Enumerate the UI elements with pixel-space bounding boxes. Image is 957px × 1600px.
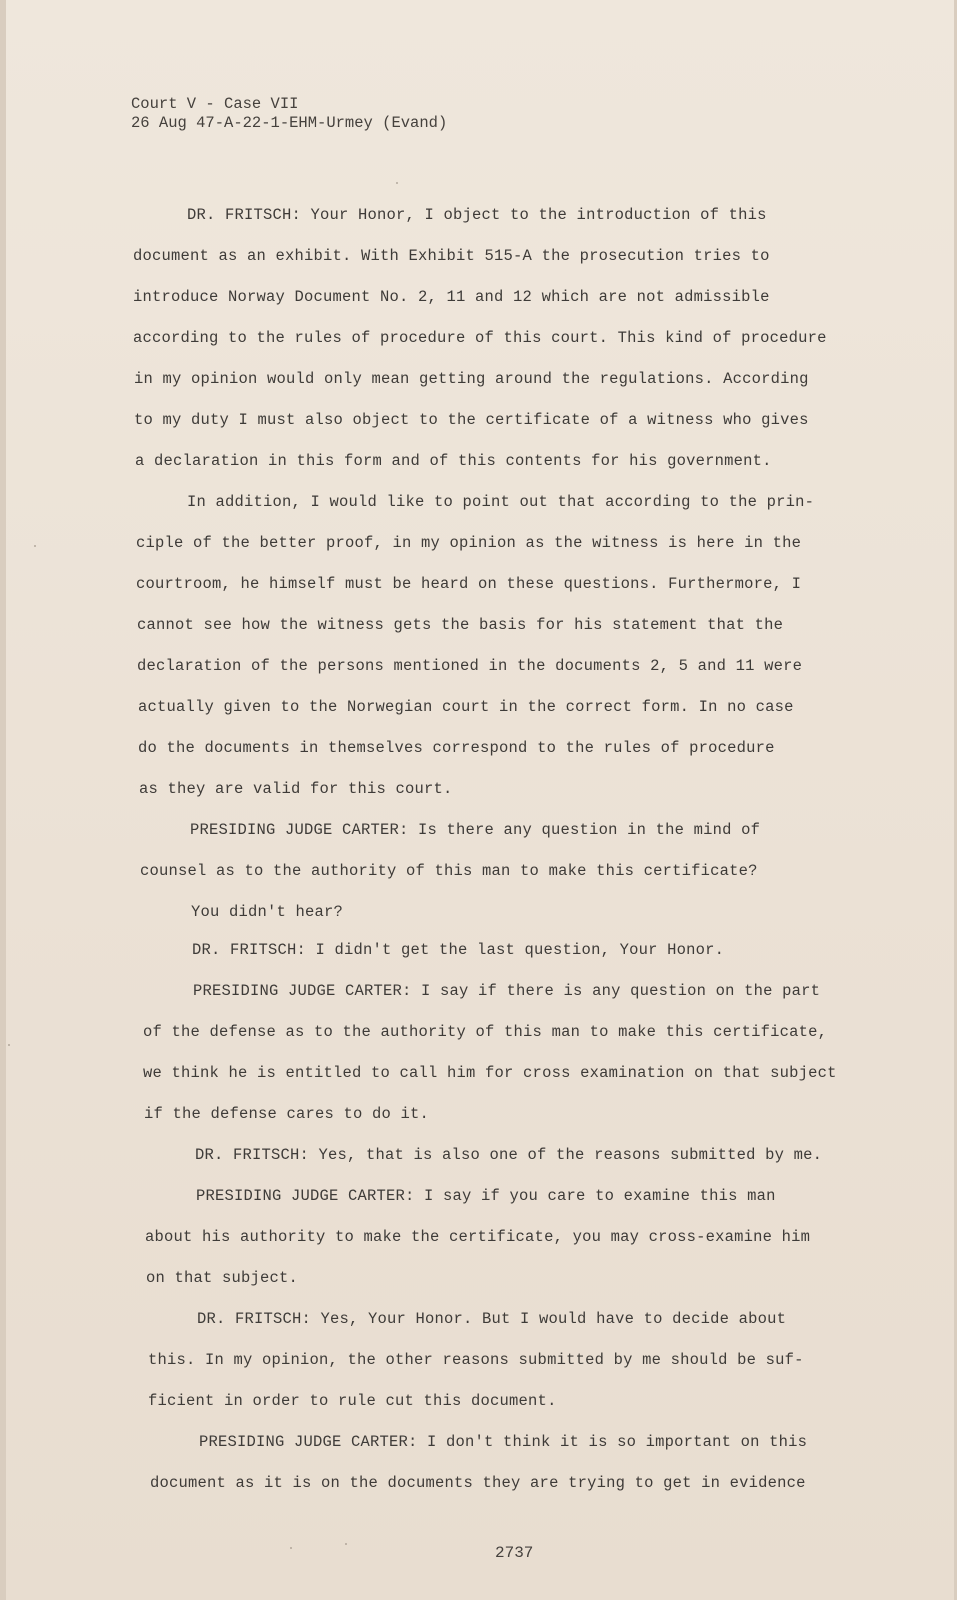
transcript-line: PRESIDING JUDGE CARTER: I say if there is any question on the part [193,982,821,1000]
paper-speck [396,182,398,184]
paper-speck [34,545,36,547]
paper-speck [290,1547,292,1549]
transcript-line: in my opinion would only mean getting around the regulations. According [134,370,809,388]
transcript-line: You didn't hear? [191,903,344,921]
transcript-line: we think he is entitled to call him for cross examination on that subject [143,1064,837,1082]
transcript-line: DR. FRITSCH: Yes, that is also one of the reasons submitted by me. [195,1146,823,1164]
transcript-line: counsel as to the authority of this man to make this certificate? [140,862,758,880]
transcript-line: this. In my opinion, the other reasons submitted by me should be suf- [148,1351,804,1369]
paper-speck [345,1543,347,1545]
transcript-line: of the defense as to the authority of this man to make this certificate, [143,1023,828,1041]
transcript-line: ficient in order to rule cut this document. [148,1392,557,1410]
transcript-line: actually given to the Norwegian court in the correct form. In no case [138,698,794,716]
transcript-line: according to the rules of procedure of this court. This kind of procedure [133,329,827,347]
document-header [131,95,447,133]
transcript-line: to my duty I must also object to the certificate of a witness who gives [134,411,809,429]
transcript-line: declaration of the persons mentioned in the documents 2, 5 and 11 were [137,657,803,675]
transcript-line: about his authority to make the certificate, you may cross-examine him [145,1228,811,1246]
transcript-line: In addition, I would like to point out that according to the prin- [187,493,815,511]
transcript-line: as they are valid for this court. [139,780,453,798]
transcript-line: cannot see how the witness gets the basis for his statement that the [137,616,784,634]
transcript-line: PRESIDING JUDGE CARTER: Is there any question in the mind of [190,821,761,839]
transcript-line: introduce Norway Document No. 2, 11 and 12 which are not admissible [133,288,770,306]
transcript-line: courtroom, he himself must be heard on these questions. Furthermore, I [136,575,802,593]
transcript-line: do the documents in themselves correspond to the rules of procedure [138,739,775,757]
transcript-line: DR. FRITSCH: Your Honor, I object to the introduction of this [187,206,767,224]
transcript-line: DR. FRITSCH: I didn't get the last question, Your Honor. [192,941,725,959]
transcript-line: DR. FRITSCH: Yes, Your Honor. But I would have to decide about [197,1310,787,1328]
transcript-reference-line: 26 Aug 47-A-22-1-EHM-Urmey (Evand) [131,114,448,132]
transcript-line: a declaration in this form and of this contents for his government. [135,452,772,470]
transcript-line: document as an exhibit. With Exhibit 515-A the prosecution tries to [133,247,770,265]
transcript-line: on that subject. [146,1269,299,1287]
transcript-line: PRESIDING JUDGE CARTER: I say if you care to examine this man [196,1187,776,1205]
transcript-line: PRESIDING JUDGE CARTER: I don't think it is so important on this [199,1433,808,1451]
transcript-line: document as it is on the documents they are trying to get in evidence [150,1474,806,1492]
court-case-line: Court V - Case VII [131,95,299,113]
transcript-line: if the defense cares to do it. [144,1105,430,1123]
paper-speck [8,1044,10,1046]
page-number: 2737 [495,1544,534,1562]
transcript-line: ciple of the better proof, in my opinion as the witness is here in the [136,534,802,552]
